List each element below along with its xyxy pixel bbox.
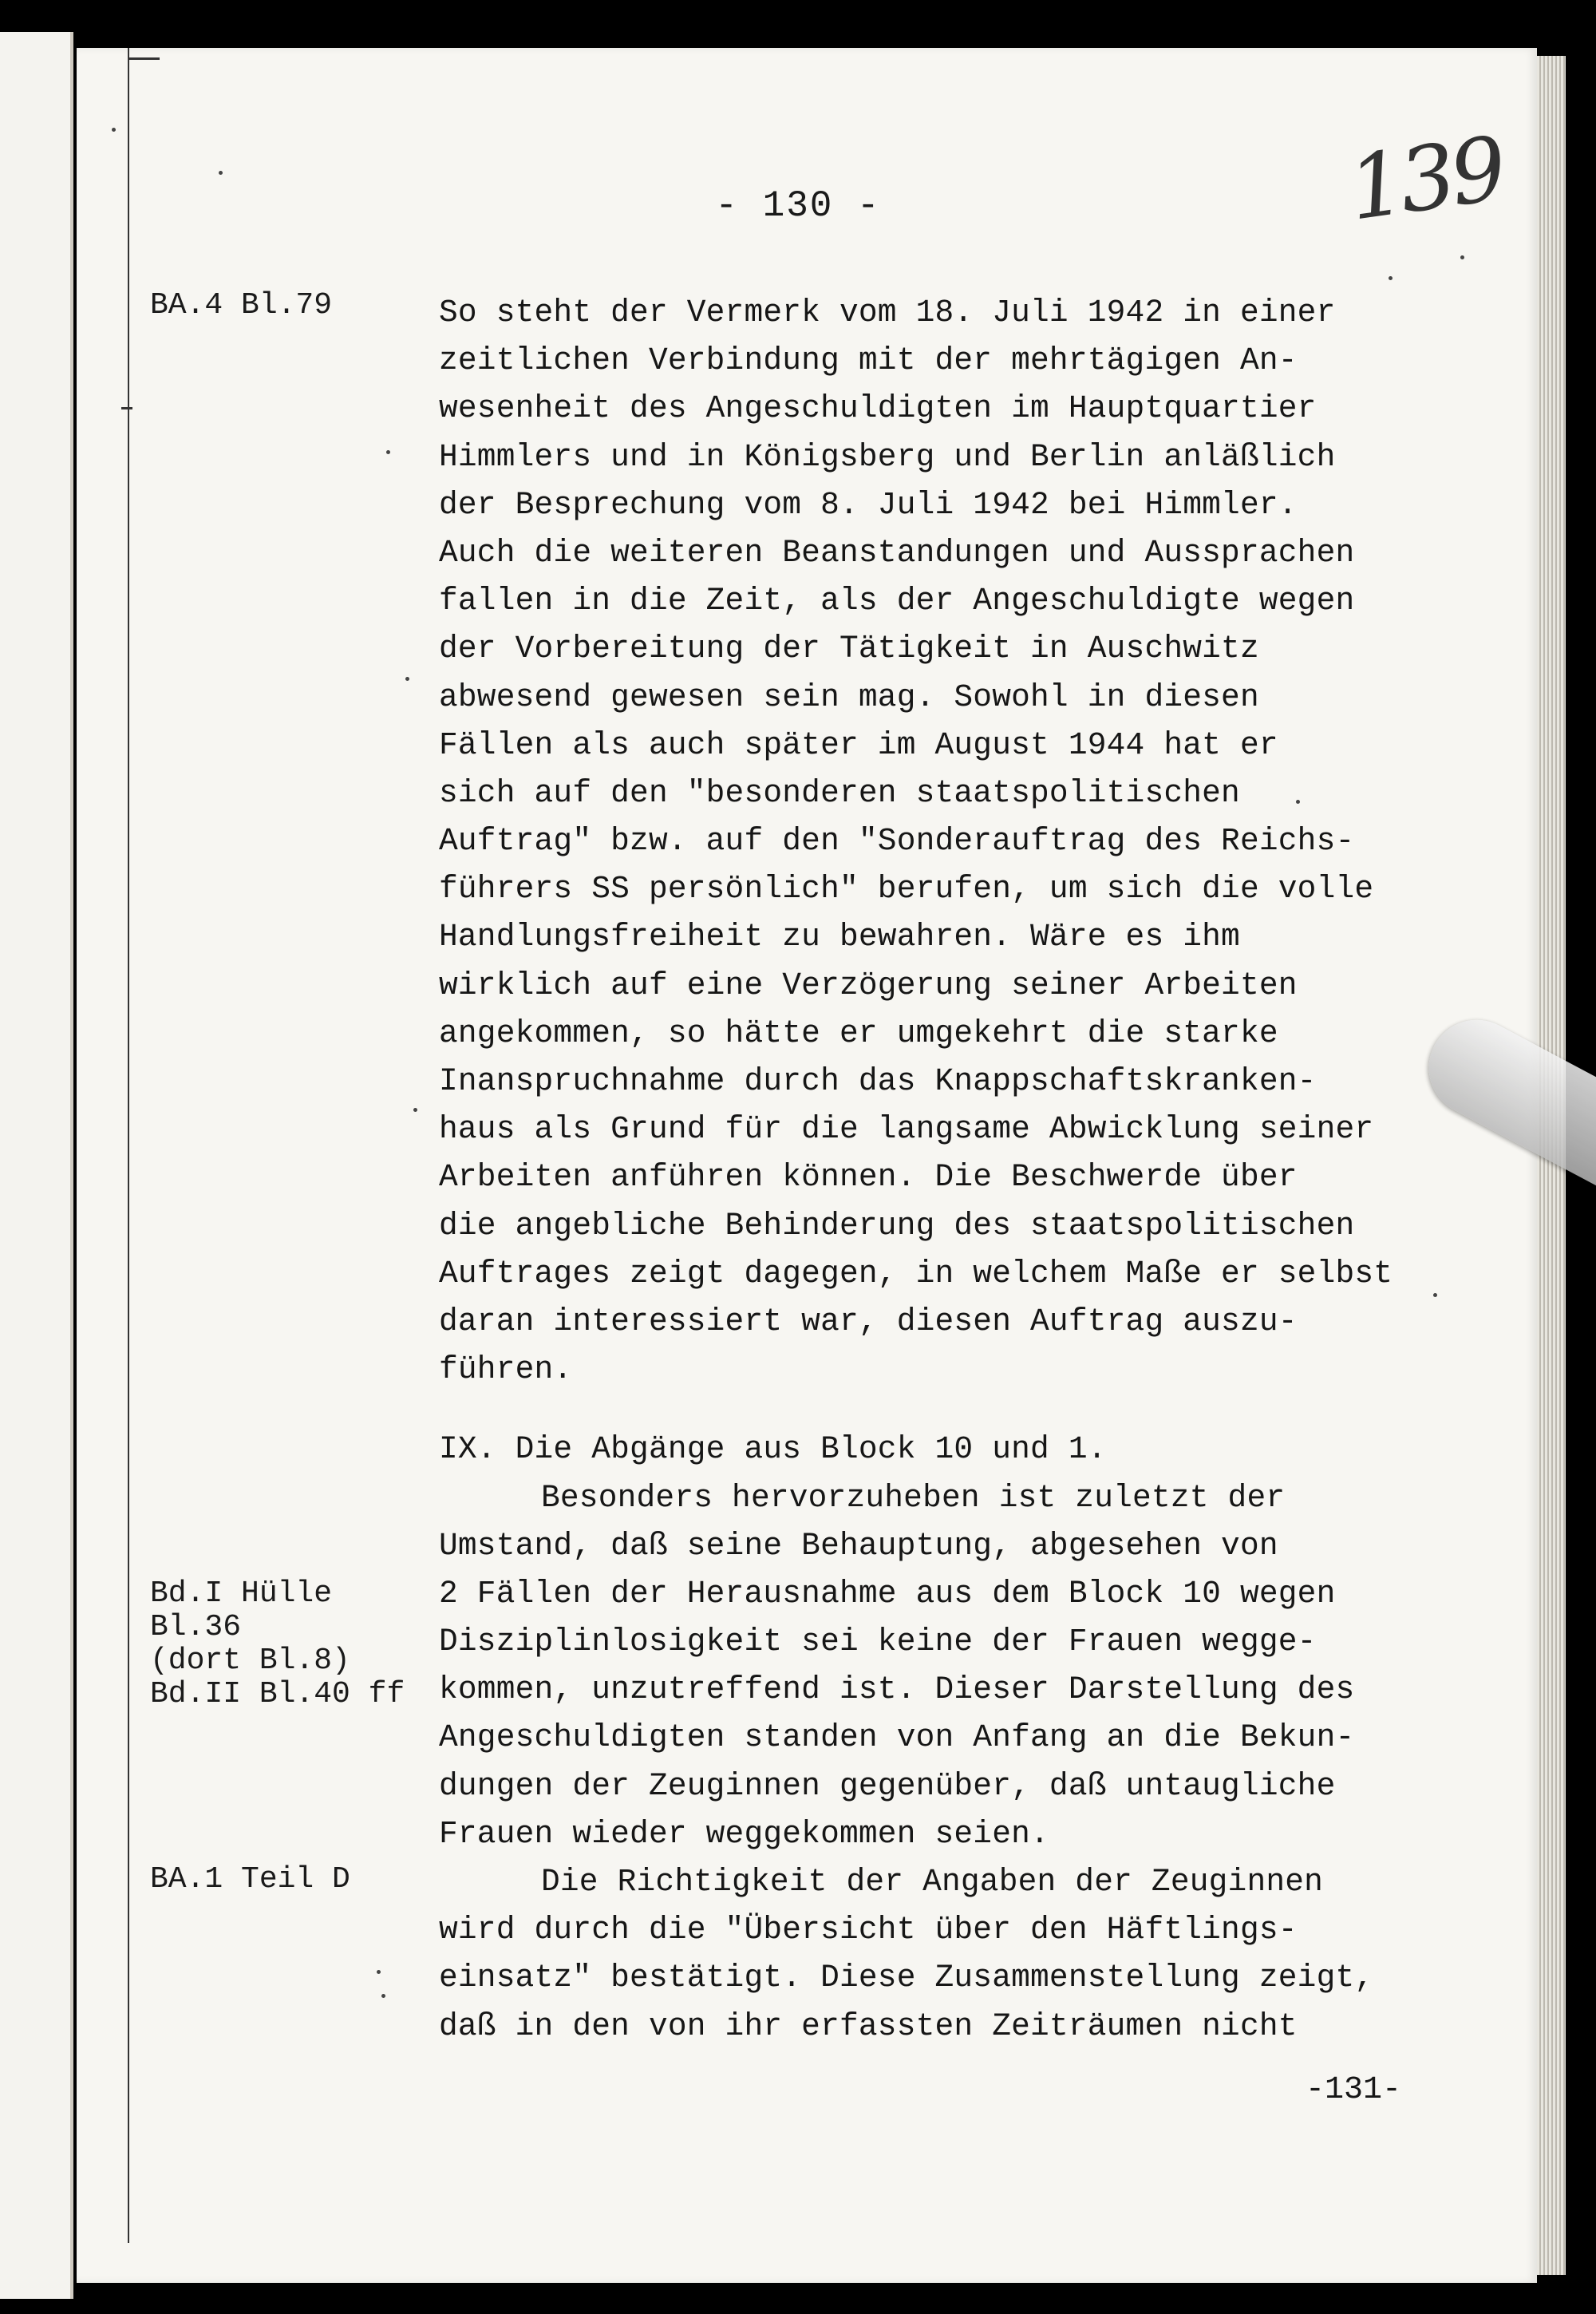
- dust-speck: [112, 128, 116, 132]
- section-heading: IX. Die Abgänge aus Block 10 und 1.: [439, 1431, 1107, 1468]
- paragraph-2: [439, 1474, 1412, 1859]
- text-line: Himmlers und in Königsberg und Berlin anläßlich: [439, 438, 1336, 475]
- page-number: - 130 -: [715, 185, 881, 227]
- margin-rule: [128, 48, 129, 2243]
- margin-reference: Bl.36: [150, 1610, 242, 1644]
- text-line: Disziplinlosigkeit sei keine der Frauen wegge-: [439, 1624, 1317, 1660]
- text-line: haus als Grund für die langsame Abwicklung seiner: [439, 1111, 1374, 1148]
- text-line: sich auf den "besonderen staatspolitischen: [439, 774, 1240, 811]
- handwritten-folio-number: 139: [1342, 117, 1508, 240]
- text-line: So steht der Vermerk vom 18. Juli 1942 in einer: [439, 295, 1336, 330]
- next-page-marker: -131-: [1306, 2072, 1402, 2108]
- text-line: führers SS persönlich" berufen, um sich die volle: [439, 871, 1374, 908]
- body-text: [439, 289, 1412, 2051]
- text-line: abwesend gewesen sein mag. Sowohl in diesen: [439, 678, 1259, 715]
- text-line: daß in den von ihr erfassten Zeiträumen nicht: [439, 2007, 1298, 2044]
- margin-reference: BA.4 Bl.79: [150, 288, 333, 322]
- text-line: 2 Fällen der Herausnahme aus dem Block 10 wegen: [439, 1575, 1336, 1612]
- dust-speck: [219, 171, 223, 175]
- text-line: Besonders hervorzuheben ist zuletzt der: [541, 1479, 1286, 1516]
- margin-reference: Bd.I Hülle: [150, 1576, 333, 1611]
- text-line: wirklich auf eine Verzögerung seiner Arbeiten: [439, 967, 1298, 1003]
- dust-speck: [381, 1994, 385, 1998]
- dust-speck: [1433, 1293, 1437, 1297]
- margin-tick: [121, 407, 132, 409]
- text-line: der Vorbereitung der Tätigkeit in Auschwitz: [439, 631, 1259, 667]
- paragraph-gap: [439, 1394, 1412, 1426]
- text-line: Fällen als auch später im August 1944 hat er: [439, 726, 1278, 763]
- text-line: zeitlichen Verbindung mit der mehrtägigen An-: [439, 342, 1298, 379]
- text-line: Handlungsfreiheit zu bewahren. Wäre es ihm: [439, 919, 1240, 955]
- paragraph-3: [439, 1858, 1412, 2051]
- dust-speck: [1460, 255, 1464, 259]
- text-line: Inanspruchnahme durch das Knappschaftskranken-: [439, 1063, 1317, 1099]
- text-line: Arbeiten anführen können. Die Beschwerde über: [439, 1159, 1298, 1196]
- dust-speck: [377, 1970, 381, 1974]
- text-line: wird durch die "Übersicht über den Häftlings-: [439, 1912, 1298, 1948]
- text-line: Auch die weiteren Beanstandungen und Aussprachen: [439, 534, 1355, 571]
- margin-rule-top: [128, 57, 160, 60]
- text-line: die angebliche Behinderung des staatspolitischen: [439, 1207, 1355, 1244]
- text-line: angekommen, so hätte er umgekehrt die starke: [439, 1015, 1278, 1051]
- margin-reference: Bd.II Bl.40 ff: [150, 1677, 405, 1711]
- text-line: einsatz" bestätigt. Diese Zusammenstellung zeigt,: [439, 1960, 1374, 1996]
- text-line: Die Richtigkeit der Angaben der Zeuginnen: [541, 1864, 1324, 1900]
- text-line: Auftrag" bzw. auf den "Sonderauftrag des Reichs-: [439, 823, 1355, 860]
- text-line: wesenheit des Angeschuldigten im Hauptquartier: [439, 390, 1317, 427]
- text-line: Frauen wieder weggekommen seien.: [439, 1815, 1049, 1852]
- text-line: Angeschuldigten standen von Anfang an die Bekun-: [439, 1719, 1355, 1756]
- dust-speck: [1296, 800, 1300, 804]
- text-line: daran interessiert war, diesen Auftrag auszu-: [439, 1303, 1298, 1339]
- paragraph-1: [439, 289, 1412, 1394]
- text-line: Umstand, daß seine Behauptung, abgesehen von: [439, 1527, 1278, 1564]
- dust-speck: [405, 677, 409, 681]
- text-line: fallen in die Zeit, als der Angeschuldigte wegen: [439, 583, 1355, 619]
- text-line: führen.: [439, 1351, 573, 1388]
- dust-speck: [386, 450, 390, 454]
- margin-reference: BA.1 Teil D: [150, 1862, 350, 1897]
- text-line: kommen, unzutreffend ist. Dieser Darstellung des: [439, 1671, 1355, 1708]
- text-line: dungen der Zeuginnen gegenüber, daß untaugliche: [439, 1767, 1336, 1804]
- dust-speck: [1389, 276, 1393, 280]
- text-line: Auftrages zeigt dagegen, in welchem Maße er selbst: [439, 1255, 1393, 1291]
- text-line: der Besprechung vom 8. Juli 1942 bei Himmler.: [439, 486, 1298, 523]
- margin-reference: (dort Bl.8): [150, 1644, 350, 1678]
- adjacent-page-edge: [0, 32, 73, 2299]
- dust-speck: [413, 1108, 417, 1112]
